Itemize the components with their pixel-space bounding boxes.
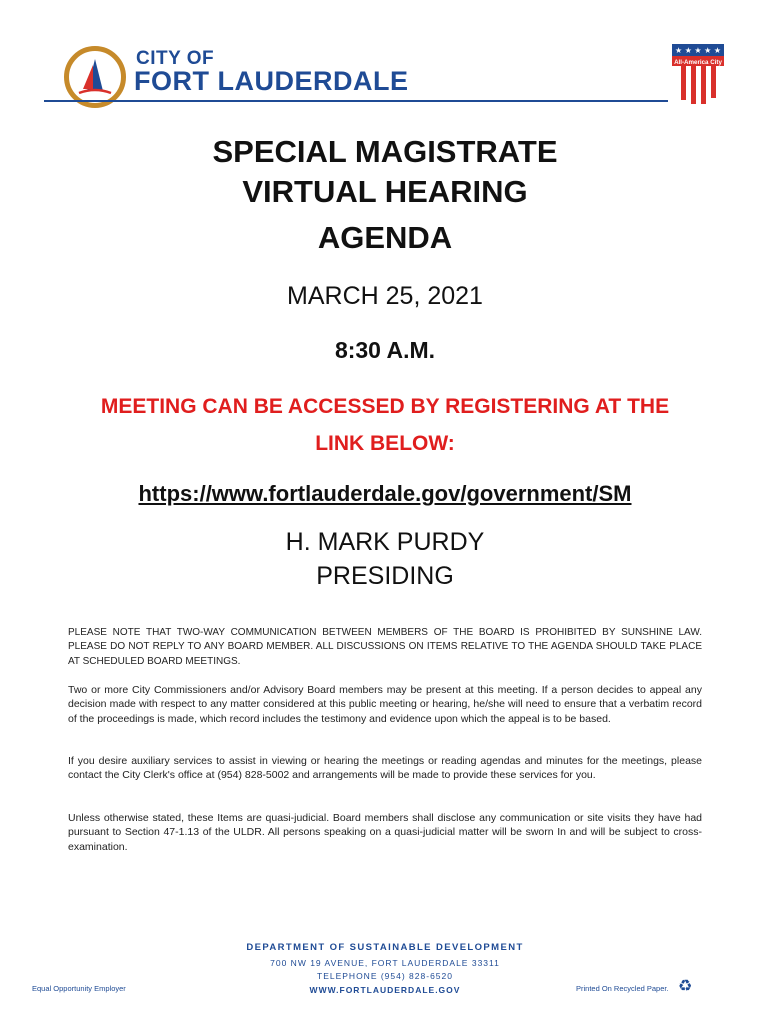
sail-icon — [69, 51, 121, 103]
title-line-3: AGENDA — [317, 220, 453, 255]
department-website[interactable]: WWW.FORTLAUDERDALE.GOV — [309, 985, 461, 995]
city-of-label: CITY OF — [136, 48, 215, 69]
svg-text:★ ★ ★ ★ ★: ★ ★ ★ ★ ★ — [674, 46, 722, 55]
city-name-label: FORT LAUDERDALE — [134, 66, 409, 96]
city-seal-logo — [64, 46, 126, 108]
recycled-paper-label: Printed On Recycled Paper. — [576, 984, 669, 993]
registration-link[interactable]: https://www.fortlauderdale.gov/government/SM — [138, 481, 632, 506]
auxiliary-services-notice: If you desire auxiliary services to assist in viewing or hearing the meetings or reading agendas and minutes for the meetings, please contact the City Clerk's office at (954) 828-5002 and arrangements will be made to provide these services for you. — [68, 755, 702, 782]
equal-opportunity-label: Equal Opportunity Employer — [32, 984, 126, 993]
presider-name: H. MARK PURDY — [285, 528, 485, 556]
sunshine-law-notice: PLEASE NOTE THAT TWO-WAY COMMUNICATION BETWEEN MEMBERS OF THE BOARD IS PROHIBITED BY SUNSHINE LAW. PLEASE DO NOT REPLY TO ANY BOARD MEMBER. ALL DISCUSSIONS ON ITEMS RELATIVE TO THE AGENDA SHOULD TAKE PLACE AT SCHEDULED BOARD MEETINGS. — [68, 627, 702, 667]
commissioners-notice: Two or more City Commissioners and/or Advisory Board members may be present at this meeting. If a person decides to appeal any decision made with respect to any matter considered at this public meeting or hearing, he/she will need to ensure that a verbatim record of the proceedings is made, which record includes the testimony and evidence upon which the appeal is to be based. — [68, 684, 702, 725]
header-divider — [44, 100, 668, 102]
meeting-time: 8:30 A.M. — [334, 337, 436, 363]
badge-text: All-America City — [674, 59, 722, 66]
department-address: 700 NW 19 AVENUE, FORT LAUDERDALE 33311 — [270, 958, 500, 968]
access-notice-line-1: MEETING CAN BE ACCESSED BY REGISTERING AT THE — [100, 395, 670, 418]
title-line-2: VIRTUAL HEARING — [242, 174, 528, 209]
title-line-1: SPECIAL MAGISTRATE — [212, 134, 558, 169]
department-telephone: TELEPHONE (954) 828-6520 — [317, 971, 453, 981]
all-america-city-badge — [672, 44, 724, 106]
recycle-icon: ♻ — [678, 978, 693, 995]
access-notice-line-2: LINK BELOW: — [315, 432, 455, 455]
meeting-date: MARCH 25, 2021 — [287, 282, 483, 310]
department-name: DEPARTMENT OF SUSTAINABLE DEVELOPMENT — [246, 942, 524, 953]
presider-role: PRESIDING — [316, 562, 454, 590]
quasi-judicial-notice: Unless otherwise stated, these Items are quasi-judicial. Board members shall disclose any communication or site visits they have had pursuant to Section 47-1.13 of the ULDR. All persons speaking on a quasi-judicial matter will be sworn In and will be subject to cross-examination. — [68, 812, 702, 853]
